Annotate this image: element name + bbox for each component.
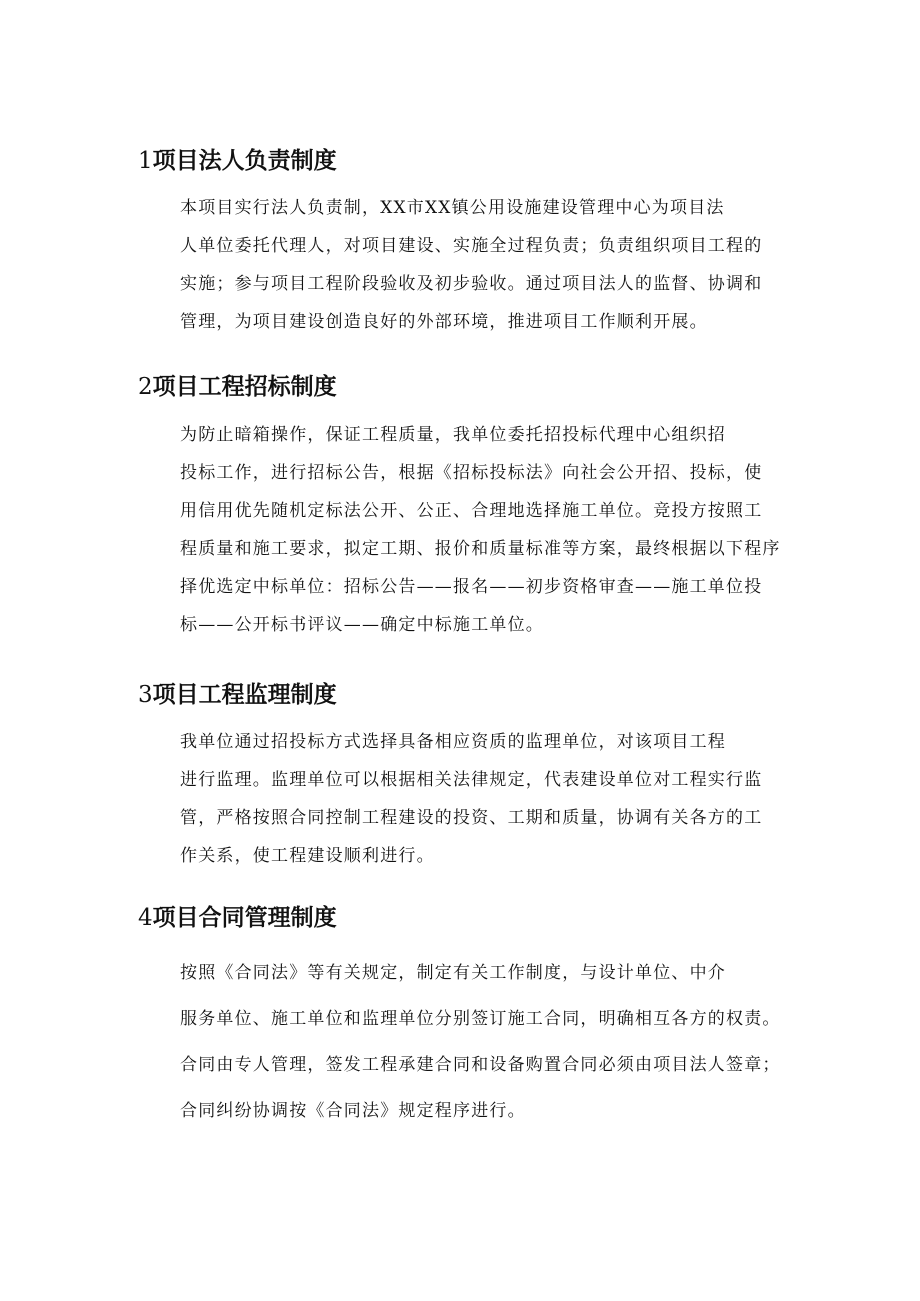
section-number: 3 (138, 682, 153, 708)
section-paragraph (138, 189, 788, 341)
paragraph-line: 本项目实行法人负责制，XX市XX镇公用设施建设管理中心为项目法 (180, 198, 725, 218)
section-paragraph (138, 416, 788, 644)
paragraph-line: 我单位通过招投标方式选择具备相应资质的监理单位，对该项目工程 (180, 732, 726, 752)
section-number: 2 (138, 374, 153, 400)
paragraph-line: 管，严格按照合同控制工程建设的投资、工期和质量，协调有关各方的工 (180, 808, 763, 828)
section-supervision (138, 680, 788, 875)
paragraph-line: 合同由专人管理，签发工程承建合同和设备购置合同必须由项目法人签章； (180, 1055, 781, 1075)
section-title: 项目工程监理制度 (152, 682, 337, 708)
section-heading (138, 903, 788, 933)
section-title: 项目法人负责制度 (152, 148, 337, 174)
section-legal-person (138, 146, 788, 341)
section-title: 项目工程招标制度 (152, 374, 337, 400)
paragraph-line: 作关系，使工程建设顺利进行。 (180, 846, 435, 866)
paragraph-line: 服务单位、施工单位和监理单位分别签订施工合同，明确相互各方的权责。 (180, 1009, 781, 1029)
paragraph-line: 标——公开标书评议——确定中标施工单位。 (180, 615, 544, 635)
section-heading (138, 372, 788, 402)
section-bidding (138, 372, 788, 644)
section-heading (138, 146, 788, 176)
paragraph-line: 为防止暗箱操作，保证工程质量，我单位委托招投标代理中心组织招 (180, 425, 726, 445)
paragraph-line: 人单位委托代理人，对项目建设、实施全过程负责；负责组织项目工程的 (180, 236, 763, 256)
paragraph-line: 进行监理。监理单位可以根据相关法律规定，代表建设单位对工程实行监 (180, 770, 763, 790)
paragraph-line: 择优选定中标单位：招标公告——报名——初步资格审查——施工单位投 (180, 577, 763, 597)
section-paragraph (138, 723, 788, 875)
paragraph-line: 管理，为项目建设创造良好的外部环境，推进项目工作顺利开展。 (180, 312, 708, 332)
section-heading (138, 680, 788, 710)
paragraph-line: 实施；参与项目工程阶段验收及初步验收。通过项目法人的监督、协调和 (180, 274, 763, 294)
paragraph-line: 投标工作，进行招标公告，根据《招标投标法》向社会公开招、投标，使 (180, 463, 763, 483)
paragraph-line: 合同纠纷协调按《合同法》规定程序进行。 (180, 1101, 526, 1121)
section-number: 4 (138, 905, 153, 931)
paragraph-line: 程质量和施工要求，拟定工期、报价和质量标准等方案，最终根据以下程序 (180, 539, 781, 559)
paragraph-line: 用信用优先随机定标法公开、公正、合理地选择施工单位。竞投方按照工 (180, 501, 763, 521)
section-title: 项目合同管理制度 (152, 905, 337, 931)
paragraph-line: 按照《合同法》等有关规定，制定有关工作制度，与设计单位、中介 (180, 963, 726, 983)
section-number: 1 (138, 148, 153, 174)
section-contract (138, 903, 788, 1134)
section-paragraph (138, 950, 788, 1134)
